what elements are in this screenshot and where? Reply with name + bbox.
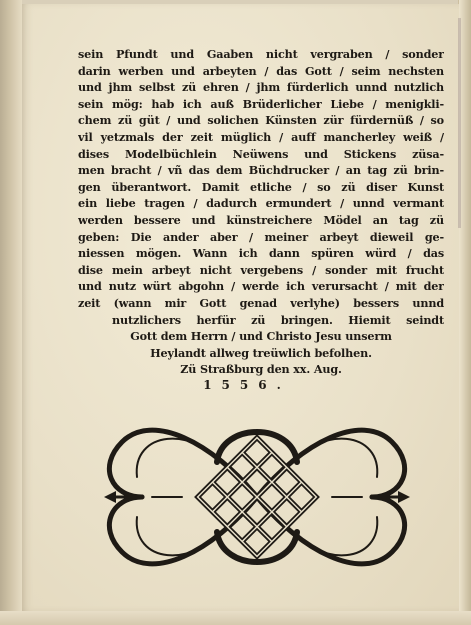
text-line: darin werben und arbeyten / das Gott / seim nechsten (78, 63, 444, 78)
book-spine-shadow (0, 0, 22, 625)
year-line: 1556. (203, 378, 291, 392)
page-bottom-edge (0, 611, 471, 625)
text-line: und jhm selbst zü ehren / jhm fürderlich unnd nutzlich (78, 80, 444, 95)
text-line: gen überantwort. Damit etliche / so zü diser Kunst (78, 179, 444, 194)
text-line: ein liebe tragen / dadurch ermundert / unnd vermant (78, 196, 444, 211)
text-line: men bracht / vñ das dem Büchdrucker / an tag zü brin- (78, 163, 444, 178)
text-line: und nutz würt abgohn / werde ich verursacht / mit der (78, 279, 444, 294)
closing-line: Heylandt allweg treüwlich befolhen. (150, 345, 372, 360)
text-line: sein Pfundt und Gaaben nicht vergraben / sonder (78, 47, 444, 61)
text-line: niessen mögen. Wann ich dann spüren würd / das (78, 246, 444, 261)
text-line: zeit (wann mir Gott genad verlyhe) bessers unnd (78, 295, 444, 310)
text-line: geben: Die ander aber / meiner arbeyt dieweil ge- (78, 229, 444, 244)
text-line: dises Modelbüchlein Neüwens und Stickens züsa- (78, 146, 444, 161)
ornament-tip (104, 491, 116, 503)
text-line: vil yetzmals der zeit müglich / auff mancherley weiß / (78, 129, 444, 144)
text-line: werden bessere und künstreichere Mödel an tag zü (78, 212, 444, 227)
page-margin-stain (458, 18, 461, 228)
text-line: nutzlichers herfür zü bringen. Hiemit seindt (112, 312, 444, 327)
text-line: chem zü güt / und solichen Künsten zür fürdernüß / so (78, 113, 444, 128)
text-line: dise mein arbeyt nicht vergebens / sonder mit frucht (78, 262, 444, 277)
knot-ornament (92, 402, 422, 592)
book-page (22, 4, 459, 611)
body-text (78, 46, 444, 378)
closing-line: Gott dem Herrn / und Christo Jesu unserm (130, 329, 392, 344)
closing-line: Zü Straßburg den xx. Aug. (180, 362, 342, 377)
ornament-tip (398, 491, 410, 503)
text-line: sein mög: hab ich auß Brüderlicher Liebe / menigkli- (78, 96, 444, 111)
